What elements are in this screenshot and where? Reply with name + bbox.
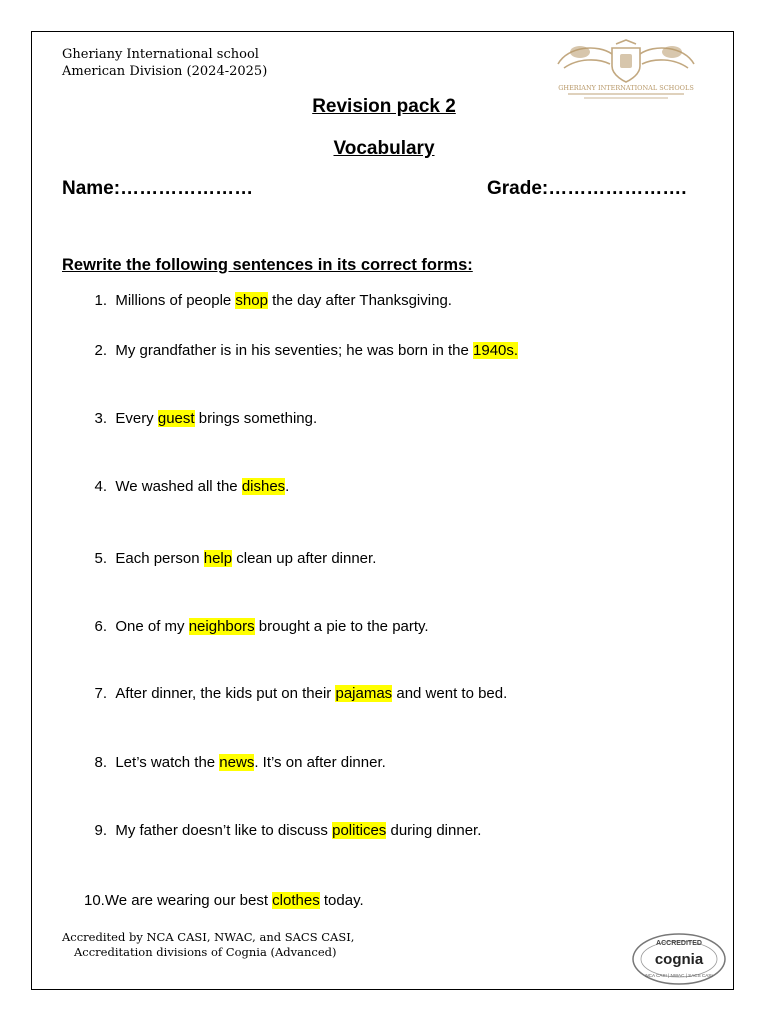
item-text: We washed all the (115, 478, 242, 495)
highlighted-word: politices (332, 822, 387, 839)
item-text: After dinner, the kids put on their (115, 685, 336, 702)
item-number: 4. (94, 478, 107, 495)
item-text: Millions of people (115, 292, 236, 309)
highlighted-word: dishes (241, 478, 286, 495)
item-text: during dinner. (386, 822, 482, 839)
logo-text: GHERIANY INTERNATIONAL SCHOOLS (558, 84, 694, 92)
name-field: Name:………………… (62, 178, 254, 199)
page-border (31, 31, 734, 990)
list-item (80, 478, 289, 495)
item-text: brings something. (194, 410, 318, 427)
item-text: clean up after dinner. (232, 550, 377, 567)
item-text: My father doesn’t like to discuss (115, 822, 333, 839)
school-division: American Division (2024-2025) (62, 64, 268, 79)
item-text: the day after Thanksgiving. (267, 292, 452, 309)
highlighted-word: help (203, 550, 233, 567)
item-number: 2. (94, 342, 107, 359)
item-number: 7. (94, 685, 107, 702)
school-header (62, 46, 267, 80)
item-text: and went to bed. (392, 685, 508, 702)
item-number: 3. (94, 410, 107, 427)
item-text: We are wearing our best (104, 892, 273, 909)
badge-bottom-text: NCA CASI | NWAC | SACS CASI (645, 973, 713, 978)
list-item (80, 550, 376, 567)
item-text: Each person (115, 550, 204, 567)
grade-field: Grade:…………………. (487, 178, 687, 199)
list-item (80, 292, 452, 309)
item-number: 10. (84, 892, 105, 909)
item-number: 9. (94, 822, 107, 839)
school-name: Gheriany International school (62, 47, 259, 62)
accreditation-line-1: Accredited by NCA CASI, NWAC, and SACS CASI, (62, 930, 355, 944)
badge-brand-text: cognia (654, 951, 704, 968)
list-item (80, 822, 481, 839)
highlighted-word: shop (235, 292, 268, 309)
document-subtitle: Vocabulary (333, 138, 435, 159)
item-text: brought a pie to the party. (254, 618, 429, 635)
document-title: Revision pack 2 (312, 96, 456, 117)
item-number: 8. (94, 754, 107, 771)
accreditation-note (62, 930, 354, 960)
item-number: 6. (94, 618, 107, 635)
item-number: 5. (94, 550, 107, 567)
highlighted-word: neighbors (188, 618, 255, 635)
highlighted-word: clothes (272, 892, 320, 909)
item-text: Every (115, 410, 158, 427)
list-item (80, 342, 518, 359)
list-item (80, 410, 317, 427)
badge-top-text: ACCREDITED (656, 940, 702, 947)
item-text: . It’s on after dinner. (254, 754, 386, 771)
list-item (80, 618, 429, 635)
highlighted-word: news (219, 754, 255, 771)
item-text: today. (319, 892, 364, 909)
item-text: . (285, 478, 290, 495)
list-item (80, 754, 386, 771)
list-item (84, 892, 364, 909)
item-text: One of my (115, 618, 189, 635)
list-item (80, 685, 507, 702)
item-text: My grandfather is in his seventies; he was born in the (115, 342, 474, 359)
cognia-badge-icon (631, 932, 727, 986)
item-number: 1. (94, 292, 107, 309)
instruction-heading: Rewrite the following sentences in its correct forms: (62, 256, 473, 274)
highlighted-word: 1940s. (473, 342, 519, 359)
highlighted-word: guest (157, 410, 195, 427)
item-text: Let’s watch the (115, 754, 220, 771)
accreditation-line-2: Accreditation divisions of Cognia (Advanced) (74, 945, 337, 959)
school-logo (528, 38, 724, 102)
highlighted-word: pajamas (335, 685, 393, 702)
